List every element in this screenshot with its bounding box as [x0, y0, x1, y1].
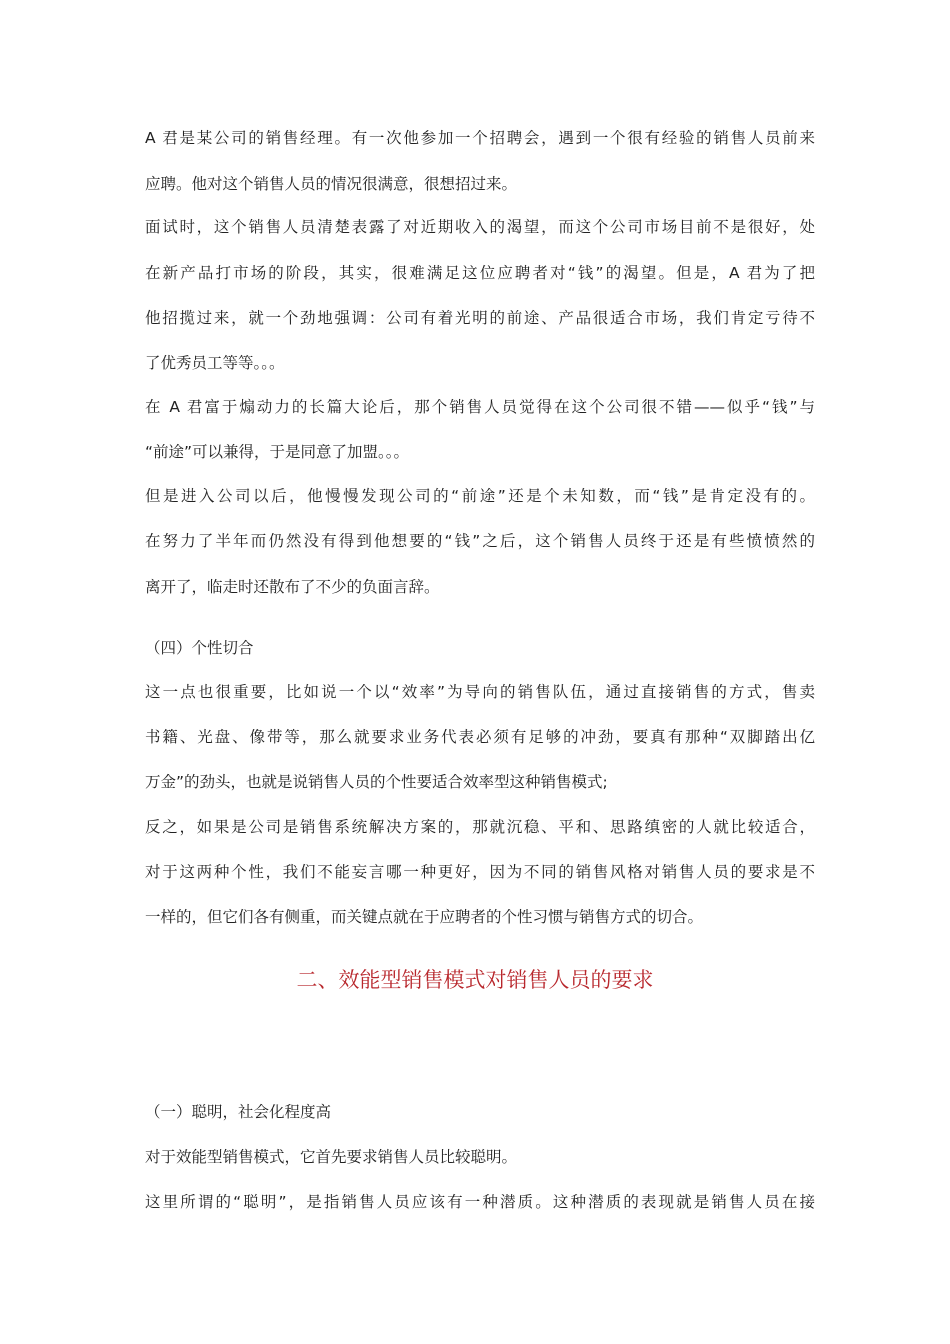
paragraph-5-line-1: 在努力了半年而仍然没有得到他想要的“钱”之后，这个销售人员终于还是有些愤愤然的: [145, 532, 815, 550]
paragraph-6-line-1: 这一点也很重要，比如说一个以“效率”为导向的销售队伍，通过直接销售的方式，售卖: [145, 683, 815, 701]
paragraph-5-line-2: 离开了，临走时还散布了不少的负面言辞。: [145, 578, 440, 596]
paragraph-3-line-2: “前途”可以兼得，于是同意了加盟。。。: [145, 443, 410, 461]
paragraph-2-line-1: 面试时，这个销售人员清楚表露了对近期收入的渴望，而这个公司市场目前不是很好，处: [145, 218, 815, 236]
paragraph-6-line-2: 书籍、光盘、像带等，那么就要求业务代表必须有足够的冲劲，要真有那种“双脚踏出亿: [145, 728, 815, 746]
paragraph-6-line-3: 万金”的劲头，也就是说销售人员的个性要适合效率型这种销售模式;: [145, 773, 608, 791]
paragraph-2-line-4: 了优秀员工等等。。。: [145, 354, 285, 372]
paragraph-7-line-1: 反之，如果是公司是销售系统解决方案的，那就沉稳、平和、思路缜密的人就比较适合，: [145, 818, 815, 836]
paragraph-8-line-1: 对于效能型销售模式，它首先要求销售人员比较聪明。: [145, 1148, 518, 1166]
subheading-smart: （一）聪明，社会化程度高: [145, 1103, 332, 1121]
paragraph-4-line-1: 但是进入公司以后，他慢慢发现公司的“前途”还是个未知数，而“钱”是肯定没有的。: [145, 487, 815, 505]
paragraph-1-line-2: 应聘。他对这个销售人员的情况很满意，很想招过来。: [145, 175, 518, 193]
paragraph-2-line-2: 在新产品打市场的阶段，其实，很难满足这位应聘者对“钱”的渴望。但是，A 君为了把: [145, 264, 815, 282]
paragraph-9-line-1: 这里所谓的“聪明”，是指销售人员应该有一种潜质。这种潜质的表现就是销售人员在接: [145, 1193, 815, 1211]
section-heading: 二、效能型销售模式对销售人员的要求: [296, 968, 654, 992]
subheading-personality-fit: （四）个性切合: [145, 639, 254, 657]
paragraph-3-line-1: 在 A 君富于煽动力的长篇大论后，那个销售人员觉得在这个公司很不错——似乎“钱”与: [145, 398, 815, 416]
paragraph-1-line-1: A 君是某公司的销售经理。有一次他参加一个招聘会，遇到一个很有经验的销售人员前来: [145, 129, 815, 147]
paragraph-2-line-3: 他招揽过来，就一个劲地强调：公司有着光明的前途、产品很适合市场，我们肯定亏待不: [145, 309, 815, 327]
paragraph-7-line-2: 对于这两种个性，我们不能妄言哪一种更好，因为不同的销售风格对销售人员的要求是不: [145, 863, 815, 881]
paragraph-7-line-3: 一样的，但它们各有侧重，而关键点就在于应聘者的个性习惯与销售方式的切合。: [145, 908, 704, 926]
